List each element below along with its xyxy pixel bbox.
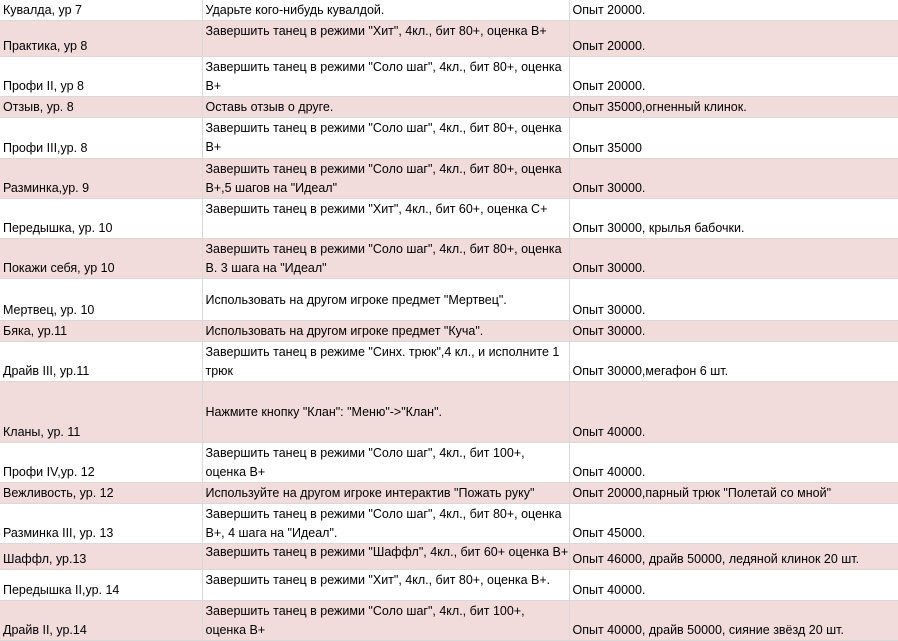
quest-name-cell[interactable]: Разминка,ур. 9 <box>0 159 202 199</box>
table-row <box>0 342 898 382</box>
quest-task-cell[interactable]: Завершить танец в режими "Соло шаг", 4кл., бит 80+, оценка В+,5 шагов на "Идеал" <box>202 159 569 199</box>
quest-name-cell[interactable]: Передышка, ур. 10 <box>0 199 202 239</box>
quest-name-cell[interactable]: Кланы, ур. 11 <box>0 382 202 443</box>
quest-name-cell[interactable]: Шаффл, ур.13 <box>0 544 202 570</box>
quest-task-cell[interactable]: Завершить танец в режими "Соло шаг", 4кл., бит 80+, оценка В. 3 шага на "Идеал" <box>202 239 569 279</box>
quest-reward-cell[interactable]: Опыт 46000, драйв 50000, ледяной клинок 20 шт. <box>569 544 898 570</box>
table-row <box>0 483 898 504</box>
quest-task-cell[interactable]: Использовать на другом игроке предмет "Куча". <box>202 321 569 342</box>
quest-name-cell[interactable]: Передышка II,ур. 14 <box>0 570 202 601</box>
quest-task-cell[interactable]: Оставь отзыв о друге. <box>202 97 569 118</box>
quest-reward-cell[interactable]: Опыт 30000. <box>569 239 898 279</box>
quest-task-cell[interactable]: Завершить танец в режими "Соло шаг", 4кл., бит 80+, оценка В+ <box>202 57 569 97</box>
quest-name-cell[interactable]: Кувалда, ур 7 <box>0 0 202 21</box>
quest-name-cell[interactable]: Драйв II, ур.14 <box>0 601 202 641</box>
quest-task-cell[interactable]: Завершить танец в режими "Соло шаг", 4кл., бит 80+, оценка В+, 4 шага на "Идеал". <box>202 504 569 544</box>
table-row <box>0 382 898 443</box>
quest-reward-cell[interactable]: Опыт 40000. <box>569 443 898 483</box>
quest-reward-cell[interactable]: Опыт 40000, драйв 50000, сияние звёзд 20 шт. <box>569 601 898 641</box>
quest-name-cell[interactable]: Бяка, ур.11 <box>0 321 202 342</box>
quest-task-cell[interactable]: Ударьте кого-нибудь кувалдой. <box>202 0 569 21</box>
quest-reward-cell[interactable]: Опыт 30000. <box>569 159 898 199</box>
quest-name-cell[interactable]: Профи IV,ур. 12 <box>0 443 202 483</box>
quest-reward-cell[interactable]: Опыт 45000. <box>569 504 898 544</box>
quest-task-cell[interactable] <box>202 570 569 601</box>
quest-name-cell[interactable]: Отзыв, ур. 8 <box>0 97 202 118</box>
quest-reward-cell[interactable]: Опыт 20000. <box>569 0 898 21</box>
quest-task-cell[interactable]: Завершить танец в режими "Соло шаг", 4кл., бит 80+, оценка В+ <box>202 118 569 159</box>
table-row <box>0 97 898 118</box>
quest-task-cell[interactable]: Завершить танец в режими "Соло шаг", 4кл., бит 100+, оценка В+ <box>202 443 569 483</box>
quest-task-cell[interactable] <box>202 544 569 570</box>
quest-name-cell[interactable]: Драйв III, ур.11 <box>0 342 202 382</box>
quest-name-cell[interactable]: Профи III,ур. 8 <box>0 118 202 159</box>
table-row <box>0 443 898 483</box>
table-row <box>0 321 898 342</box>
table-row <box>0 118 898 159</box>
table-row <box>0 57 898 97</box>
table-row <box>0 239 898 279</box>
table-row <box>0 159 898 199</box>
quest-name-cell[interactable]: Разминка III, ур. 13 <box>0 504 202 544</box>
table-row <box>0 199 898 239</box>
quest-task-text: Завершить танец в режими "Хит", 4кл., бит 80+, оценка В+. <box>205 573 551 587</box>
table-row <box>0 21 898 57</box>
quest-reward-cell[interactable]: Опыт 30000,мегафон 6 шт. <box>569 342 898 382</box>
quest-name-cell[interactable]: Покажи себя, ур 10 <box>0 239 202 279</box>
quest-task-cell[interactable]: Завершить танец в режиме "Синх. трюк",4 кл., и исполните 1 трюк <box>202 342 569 382</box>
table-row <box>0 0 898 21</box>
quest-task-cell[interactable]: Используйте на другом игроке интерактив "Пожать руку" <box>202 483 569 504</box>
quest-reward-cell[interactable]: Опыт 20000. <box>569 21 898 57</box>
table-row <box>0 544 898 570</box>
quest-name-cell[interactable]: Практика, ур 8 <box>0 21 202 57</box>
quest-task-cell[interactable]: Завершить танец в режими "Хит", 4кл., бит 60+, оценка С+ <box>202 199 569 239</box>
quest-reward-cell[interactable]: Опыт 35000,огненный клинок. <box>569 97 898 118</box>
quest-reward-cell[interactable]: Опыт 30000, крылья бабочки. <box>569 199 898 239</box>
quest-reward-cell[interactable]: Опыт 20000,парный трюк "Полетай со мной" <box>569 483 898 504</box>
quest-reward-cell[interactable]: Опыт 35000 <box>569 118 898 159</box>
quest-task-cell[interactable]: Завершить танец в режими "Соло шаг", 4кл., бит 100+, оценка В+ <box>202 601 569 641</box>
quest-task-text: Завершить танец в режими "Шаффл", 4кл., бит 60+ оценка В+ <box>205 545 569 559</box>
quest-reward-cell[interactable]: Опыт 40000. <box>569 382 898 443</box>
table-row <box>0 279 898 321</box>
quest-task-cell[interactable]: Использовать на другом игроке предмет "Мертвец". <box>202 279 569 321</box>
quest-name-cell[interactable]: Вежливость, ур. 12 <box>0 483 202 504</box>
quest-task-cell[interactable]: Нажмите кнопку "Клан": "Меню"->"Клан". <box>202 382 569 443</box>
quest-reward-cell[interactable]: Опыт 20000. <box>569 57 898 97</box>
quest-reward-cell[interactable]: Опыт 30000. <box>569 321 898 342</box>
quest-reward-cell[interactable]: Опыт 30000. <box>569 279 898 321</box>
table-row <box>0 570 898 601</box>
quest-name-cell[interactable]: Профи II, ур 8 <box>0 57 202 97</box>
quest-name-cell[interactable]: Мертвец, ур. 10 <box>0 279 202 321</box>
table-row <box>0 504 898 544</box>
quest-task-cell[interactable]: Завершить танец в режими "Хит", 4кл., бит 80+, оценка В+ <box>202 21 569 57</box>
quest-reward-cell[interactable]: Опыт 40000. <box>569 570 898 601</box>
